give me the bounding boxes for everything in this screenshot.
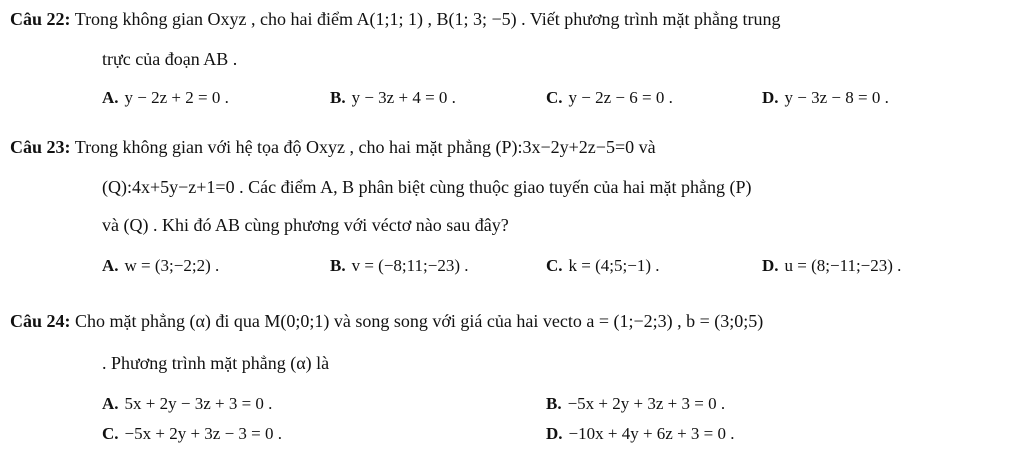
question-23-line-2: (Q):4x+5y−z+1=0 . Các điểm A, B phân biệt cùng thuộc giao tuyến của hai mặt phẳng (P) <box>102 177 752 197</box>
question-23-line-3: và (Q) . Khi đó AB cùng phương với véctơ nào sau đây? <box>102 215 509 235</box>
question-23-option-a: A. w = (3;−2;2) . <box>102 256 220 275</box>
question-22-option-c: C. y − 2z − 6 = 0 . <box>546 88 673 107</box>
question-23-line-1 <box>10 134 656 160</box>
question-22-label: Câu 22: <box>10 9 71 29</box>
question-23-label: Câu 23: <box>10 137 71 157</box>
question-22-line-2: trực của đoạn AB . <box>102 49 238 69</box>
question-23-option-c: C. k = (4;5;−1) . <box>546 256 660 275</box>
question-22-option-a: A. y − 2z + 2 = 0 . <box>102 88 229 107</box>
question-23-option-d: D. u = (8;−11;−23) . <box>762 256 902 275</box>
question-24-label: Câu 24: <box>10 311 71 331</box>
question-22-text-1: Trong không gian Oxyz , cho hai điểm A(1;1; 1) , B(1; 3; −5) . Viết phương trình mặt phẳng trung <box>74 9 781 29</box>
question-24-line-2: . Phương trình mặt phẳng (α) là <box>102 353 330 373</box>
question-24-option-b: B. −5x + 2y + 3z + 3 = 0 . <box>546 394 726 413</box>
question-24-option-d: D. −10x + 4y + 6z + 3 = 0 . <box>546 424 735 443</box>
question-22-option-b: B. y − 3z + 4 = 0 . <box>330 88 456 107</box>
question-22-line-1 <box>10 6 780 32</box>
question-22-option-d: D. y − 3z − 8 = 0 . <box>762 88 889 107</box>
question-24-line-1 <box>10 308 763 334</box>
question-23-option-b: B. v = (−8;11;−23) . <box>330 256 469 275</box>
question-24-text-1: Cho mặt phẳng (α) đi qua M(0;0;1) và song song với giá của hai vecto a = (1;−2;3) , b = (3;0;5) <box>75 311 764 331</box>
question-23-text-1: Trong không gian với hệ tọa độ Oxyz , cho hai mặt phẳng (P):3x−2y+2z−5=0 và <box>74 137 656 157</box>
question-24-option-a: A. 5x + 2y − 3z + 3 = 0 . <box>102 394 273 413</box>
question-24-option-c: C. −5x + 2y + 3z − 3 = 0 . <box>102 424 283 443</box>
